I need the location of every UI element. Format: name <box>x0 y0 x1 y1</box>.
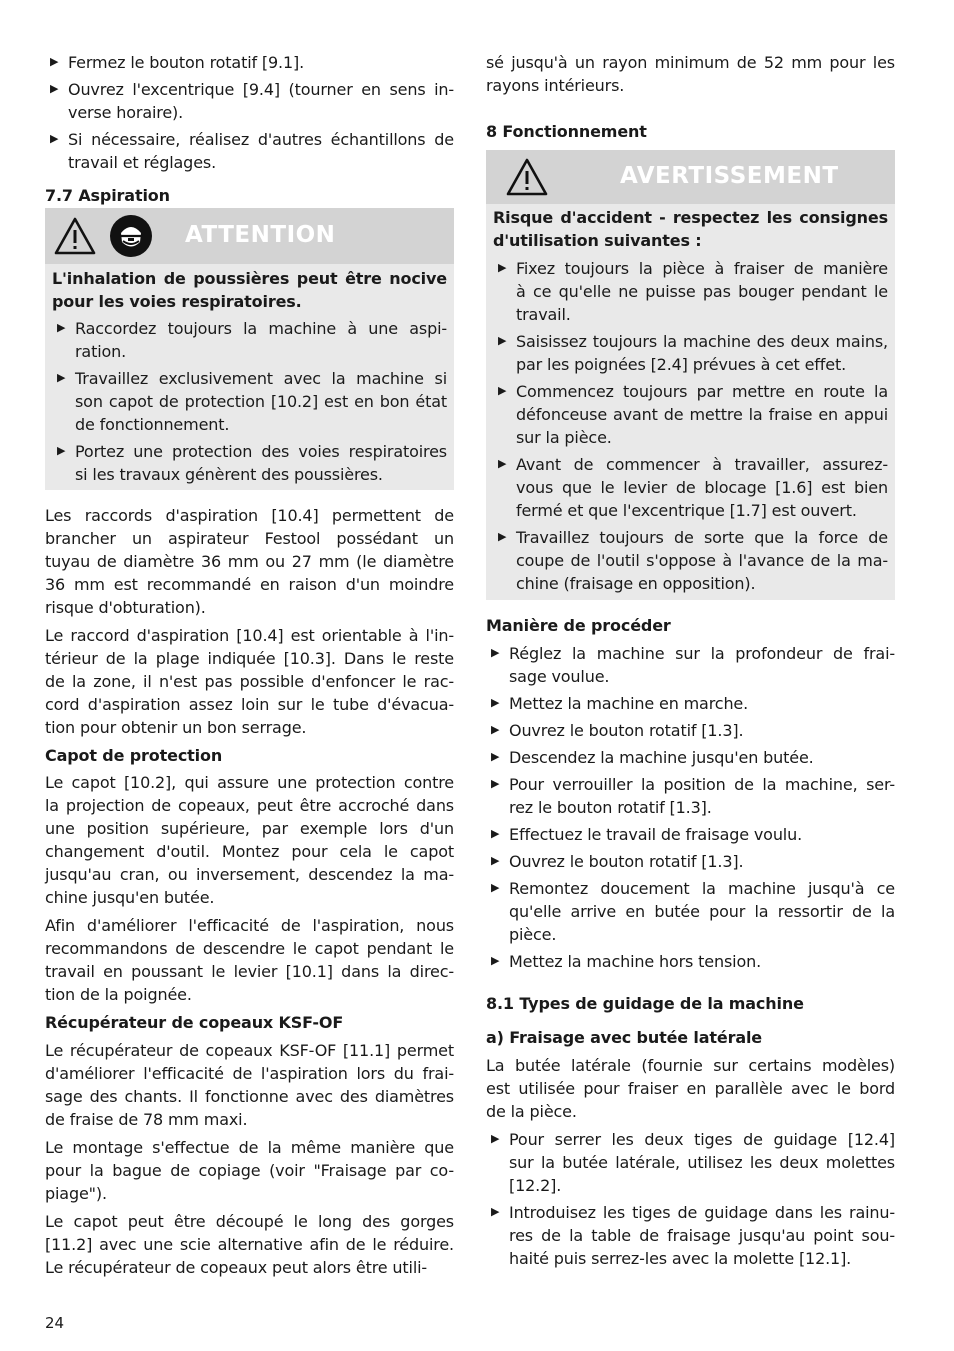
section-heading-fonctionnement: 8 Fonctionnement <box>486 122 647 141</box>
avertissement-item-line: défonceuse avant de mettre la fraise en appui <box>516 405 888 424</box>
bullet-arrow-icon: ▶ <box>491 854 500 867</box>
paragraph-line: térieur de la plage indiquée [10.3]. Dans le reste <box>45 649 454 668</box>
paragraph-line: risque d'obturation). <box>45 598 206 617</box>
step-item-line: sur la butée latérale, utilisez les deux molettes <box>509 1153 895 1172</box>
paragraph-line: tuyau de diamètre 36 mm ou 27 mm (le diamètre <box>45 552 454 571</box>
list-item-line: Si nécessaire, réalisez d'autres échantillons de <box>68 130 454 149</box>
paragraph-line: est utilisée pour fraiser en parallèle avec le bord <box>486 1079 895 1098</box>
step-item-line: Effectuez le travail de fraisage voulu. <box>509 825 803 844</box>
avertissement-item-line: coupe de l'outil s'oppose à l'avance de la ma- <box>516 551 888 570</box>
subheading-recuperateur: Récupérateur de copeaux KSF-OF <box>45 1013 344 1032</box>
avertissement-item-line: Saisissez toujours la machine des deux mains, <box>516 332 888 351</box>
avertissement-item-line: Commencez toujours par mettre en route la <box>516 382 888 401</box>
paragraph-line: rayons intérieurs. <box>486 76 625 95</box>
paragraph-line: jusqu'au cran, ou inversement, descendez la ma- <box>45 865 454 884</box>
paragraph-line: cord d'aspiration assez loin sur le tube d'évacua- <box>45 695 454 714</box>
bullet-arrow-icon: ▶ <box>498 334 507 347</box>
bullet-arrow-icon: ▶ <box>491 1132 500 1145</box>
bullet-arrow-icon: ▶ <box>491 750 500 763</box>
bullet-arrow-icon: ▶ <box>57 321 66 334</box>
subheading-maniere: Manière de procéder <box>486 616 671 635</box>
paragraph-line: une position supérieure, par exemple lors d'un <box>45 819 454 838</box>
attention-item-line: Portez une protection des voies respiratoires <box>75 442 447 461</box>
avertissement-title: AVERTISSEMENT <box>620 163 839 189</box>
step-item-line: Descendez la machine jusqu'en butée. <box>509 748 814 767</box>
avertissement-warning-line: d'utilisation suivantes : <box>493 231 702 250</box>
paragraph-line: La butée latérale (fournie sur certains modèles) <box>486 1056 895 1075</box>
avertissement-item-line: sur la pièce. <box>516 428 612 447</box>
paragraph-line: recommandons de descendre le capot pendant le <box>45 939 454 958</box>
paragraph-line: la projection de copeaux, peut être accroché dans <box>45 796 454 815</box>
bullet-arrow-icon: ▶ <box>491 1205 500 1218</box>
bullet-arrow-icon: ▶ <box>491 827 500 840</box>
subheading-capot: Capot de protection <box>45 746 223 765</box>
respirator-mask-icon <box>109 214 153 258</box>
paragraph-line: Le récupérateur de copeaux KSF-OF [11.1] permet <box>45 1041 454 1060</box>
bullet-arrow-icon: ▶ <box>498 457 507 470</box>
list-item-line: Fermez le bouton rotatif [9.1]. <box>68 53 305 72</box>
bullet-arrow-icon: ▶ <box>57 444 66 457</box>
step-item-line: Pour verrouiller la position de la machine, ser- <box>509 775 895 794</box>
paragraph-line: Le récupérateur de copeaux peut alors être utili- <box>45 1258 428 1277</box>
avertissement-item-line: travail. <box>516 305 571 324</box>
bullet-arrow-icon: ▶ <box>491 723 500 736</box>
avertissement-item-line: à ce qu'elle ne puisse pas bouger pendant le <box>516 282 888 301</box>
paragraph-line: brancher un aspirateur Festool possédant un <box>45 529 454 548</box>
paragraph-line: changement d'outil. Montez pour cela le capot <box>45 842 454 861</box>
paragraph-line: piage"). <box>45 1184 107 1203</box>
avertissement-item-line: par les poignées [2.4] prévues à cet effet. <box>516 355 847 374</box>
paragraph-line: d'améliorer l'efficacité de l'aspiration lors du frai- <box>45 1064 454 1083</box>
avertissement-item-line: Fixez toujours la pièce à fraiser de manière <box>516 259 888 278</box>
warning-triangle-icon <box>53 216 97 256</box>
bullet-arrow-icon: ▶ <box>491 646 500 659</box>
paragraph-line: travail en poussant le levier [10.1] dans la direc- <box>45 962 454 981</box>
avertissement-item-line: Travaillez toujours de sorte que la force de <box>516 528 888 547</box>
section-heading-8-1: 8.1 Types de guidage de la machine <box>486 994 804 1013</box>
avertissement-item-line: Avant de commencer à travailler, assurez- <box>516 455 888 474</box>
bullet-arrow-icon: ▶ <box>491 777 500 790</box>
bullet-arrow-icon: ▶ <box>498 384 507 397</box>
step-item-line: haité puis serrez-les avec la molette [12.1]. <box>509 1249 852 1268</box>
attention-header <box>45 208 454 264</box>
warning-triangle-icon <box>505 157 549 197</box>
paragraph-line: tion de la poignée. <box>45 985 192 1004</box>
avertissement-header <box>486 150 895 204</box>
step-item-line: [12.2]. <box>509 1176 562 1195</box>
avertissement-item-line: fermé et que l'excentrique [1.7] est ouvert. <box>516 501 857 520</box>
step-item-line: res de la table de fraisage jusqu'au point sou- <box>509 1226 895 1245</box>
step-item-line: Réglez la machine sur la profondeur de frai- <box>509 644 895 663</box>
paragraph-line: pour la bague de copiage (voir "Fraisage par co- <box>45 1161 454 1180</box>
attention-item-line: Raccordez toujours la machine à une aspi- <box>75 319 447 338</box>
attention-item-line: Travaillez exclusivement avec la machine si <box>75 369 447 388</box>
step-item-line: Remontez doucement la machine jusqu'à ce <box>509 879 895 898</box>
step-item-line: qu'elle arrive en butée pour la ressortir de la <box>509 902 895 921</box>
paragraph-line: Le montage s'effectue de la même manière que <box>45 1138 454 1157</box>
step-item-line: Ouvrez le bouton rotatif [1.3]. <box>509 852 744 871</box>
paragraph-line: de la zone, il n'est pas possible d'enfoncer le rac- <box>45 672 454 691</box>
step-item-line: Introduisez les tiges de guidage dans les rainu- <box>509 1203 895 1222</box>
section-heading-aspiration: 7.7 Aspiration <box>45 186 170 205</box>
attention-item-line: de fonctionnement. <box>75 415 230 434</box>
paragraph-line: sé jusqu'à un rayon minimum de 52 mm pour les <box>486 53 895 72</box>
list-item-line: verse horaire). <box>68 103 184 122</box>
paragraph-line: tion pour obtenir un bon serrage. <box>45 718 307 737</box>
paragraph-line: chine jusqu'en butée. <box>45 888 215 907</box>
step-item-line: Pour serrer les deux tiges de guidage [12.4] <box>509 1130 895 1149</box>
bullet-arrow-icon: ▶ <box>491 881 500 894</box>
paragraph-line: Le capot [10.2], qui assure une protection contre <box>45 773 454 792</box>
step-item-line: Ouvrez le bouton rotatif [1.3]. <box>509 721 744 740</box>
attention-title: ATTENTION <box>185 222 336 248</box>
paragraph-line: [11.2] avec une scie alternative afin de le réduire. <box>45 1235 454 1254</box>
list-item-line: travail et réglages. <box>68 153 217 172</box>
bullet-arrow-icon: ▶ <box>57 371 66 384</box>
subheading-fraisage: a) Fraisage avec butée latérale <box>486 1028 763 1047</box>
step-item-line: pièce. <box>509 925 557 944</box>
avertissement-warning-line: Risque d'accident - respectez les consignes <box>493 208 888 227</box>
bullet-arrow-icon: ▶ <box>498 261 507 274</box>
bullet-arrow-icon: ▶ <box>498 530 507 543</box>
bullet-arrow-icon: ▶ <box>491 954 500 967</box>
step-item-line: rez le bouton rotatif [1.3]. <box>509 798 712 817</box>
attention-item-line: ration. <box>75 342 127 361</box>
paragraph-line: Le capot peut être découpé le long des gorges <box>45 1212 454 1231</box>
bullet-arrow-icon: ▶ <box>491 696 500 709</box>
bullet-arrow-icon: ▶ <box>50 132 59 145</box>
step-item-line: Mettez la machine hors tension. <box>509 952 762 971</box>
attention-item-line: si les travaux génèrent des poussières. <box>75 465 383 484</box>
bullet-arrow-icon: ▶ <box>50 82 59 95</box>
avertissement-item-line: vous que le levier de blocage [1.6] est bien <box>516 478 888 497</box>
step-item-line: sage voulue. <box>509 667 610 686</box>
paragraph-line: Les raccords d'aspiration [10.4] permettent de <box>45 506 454 525</box>
list-item-line: Ouvrez l'excentrique [9.4] (tourner en sens in- <box>68 80 454 99</box>
paragraph-line: sage des chants. Il fonctionne avec des diamètres <box>45 1087 454 1106</box>
paragraph-line: Le raccord d'aspiration [10.4] est orientable à l'in- <box>45 626 454 645</box>
paragraph-line: Afin d'améliorer l'efficacité de l'aspiration, nous <box>45 916 454 935</box>
step-item-line: Mettez la machine en marche. <box>509 694 749 713</box>
attention-item-line: son capot de protection [10.2] est en bon état <box>75 392 447 411</box>
page-number: 24 <box>45 1314 65 1332</box>
attention-warning-line: L'inhalation de poussières peut être nocive <box>52 269 447 288</box>
paragraph-line: de la pièce. <box>486 1102 577 1121</box>
paragraph-line: 36 mm est recommandé en raison d'un moindre <box>45 575 454 594</box>
avertissement-item-line: chine (fraisage en opposition). <box>516 574 756 593</box>
attention-warning-line: pour les voies respiratoires. <box>52 292 302 311</box>
paragraph-line: de fraise de 78 mm maxi. <box>45 1110 248 1129</box>
bullet-arrow-icon: ▶ <box>50 55 59 68</box>
